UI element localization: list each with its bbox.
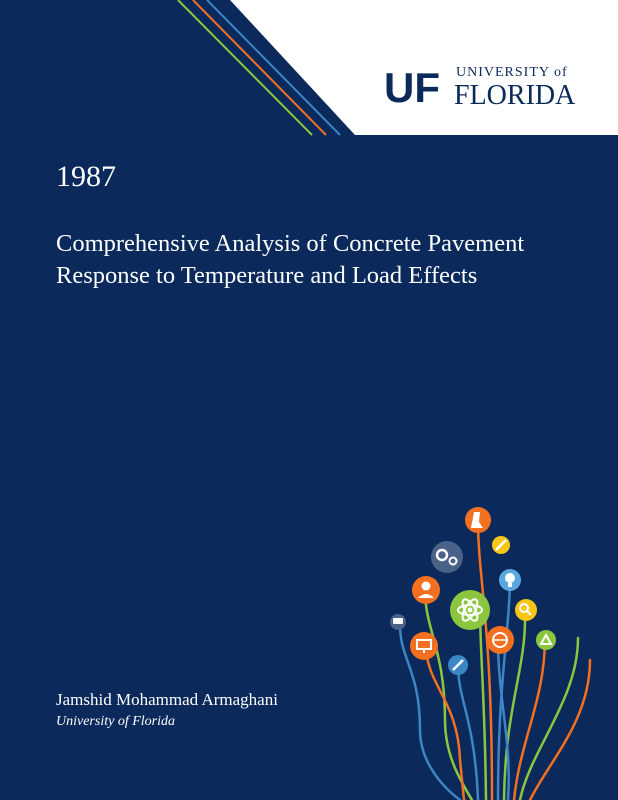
- monitor-icon: [410, 632, 438, 660]
- book-title: Comprehensive Analysis of Concrete Pavement Response to Temperature and Load Effects: [56, 230, 525, 289]
- chat-icon: [390, 614, 406, 630]
- icon-tree-illustration: [380, 500, 618, 800]
- author-name: Jamshid Mohammad Armaghani: [56, 690, 278, 709]
- recycle-icon: [536, 630, 556, 650]
- pencil-icon: [492, 536, 510, 554]
- microscope-icon: [465, 507, 491, 533]
- magnifier-icon: [515, 599, 537, 621]
- institution-name: University of Florida: [56, 714, 175, 729]
- globe-icon: [486, 626, 514, 654]
- person-icon: [412, 576, 440, 604]
- logo-line1: UNIVERSITY of: [456, 65, 568, 80]
- lightbulb-icon: [499, 569, 521, 591]
- publication-year: 1987: [56, 160, 116, 193]
- logo-monogram: UF: [384, 64, 440, 110]
- logo-line2: FLORIDA: [454, 80, 576, 110]
- pen-icon: [448, 655, 468, 675]
- gears-icon: [431, 541, 463, 573]
- atom-icon: [450, 590, 490, 630]
- university-logo: [380, 58, 580, 110]
